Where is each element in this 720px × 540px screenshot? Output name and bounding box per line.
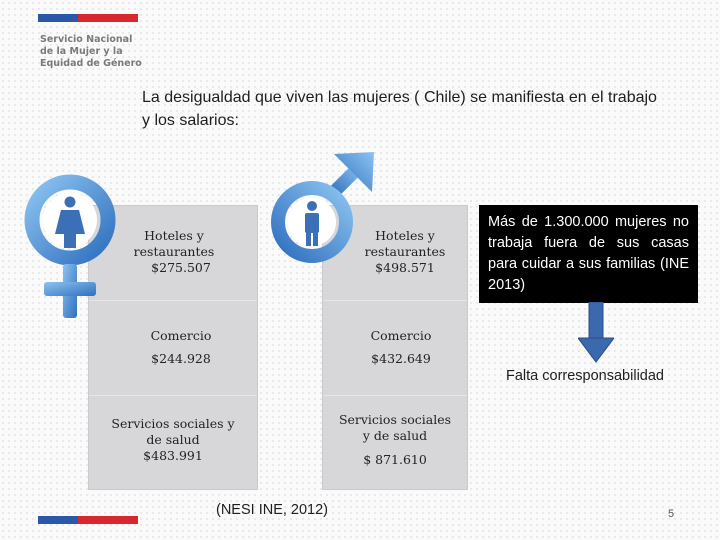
men-row-social xyxy=(323,412,467,468)
row-value: $483.991 xyxy=(143,448,203,463)
row-label: Comercio xyxy=(370,328,432,343)
row-value: $432.649 xyxy=(371,351,431,366)
panel-divider xyxy=(323,395,467,396)
org-line-2: de la Mujer y la xyxy=(40,46,123,57)
org-line-3: Equidad de Género xyxy=(40,58,142,69)
source-citation: (NESI INE, 2012) xyxy=(216,502,329,518)
conclusion-text: Falta corresponsabilidad xyxy=(506,368,664,384)
flag-bar-blue-segment xyxy=(38,14,78,22)
men-row-commerce xyxy=(323,328,467,367)
panel-divider xyxy=(89,395,257,396)
row-label: Comercio xyxy=(150,328,212,343)
flag-bar-red-segment xyxy=(78,14,138,22)
row-label: Servicios sociales y de salud xyxy=(111,416,235,447)
page-number: 5 xyxy=(668,508,675,520)
row-value: $ 871.610 xyxy=(363,452,427,467)
panel-divider xyxy=(323,300,467,301)
row-label: Hoteles y restaurantes xyxy=(133,228,215,259)
venus-symbol-icon xyxy=(20,168,120,328)
org-line-1: Servicio Nacional xyxy=(40,34,133,45)
flag-bar-top xyxy=(38,14,138,22)
row-value: $498.571 xyxy=(375,260,435,275)
unpaid-care-callout: Más de 1.300.000 mujeres no trabaja fuera de sus casas para cuidar a sus familias (INE 2013) xyxy=(479,205,698,303)
slide-headline: La desigualdad que viven las mujeres ( Chile) se manifiesta en el trabajo y los salarios: xyxy=(142,89,657,129)
flag-bar-red-segment xyxy=(78,516,138,524)
row-value: $244.928 xyxy=(151,351,211,366)
women-row-commerce xyxy=(89,328,257,367)
mars-symbol-icon xyxy=(268,148,378,268)
flag-bar-blue-segment xyxy=(38,516,78,524)
row-label: Hoteles y restaurantes xyxy=(364,228,446,259)
organization-logo-text xyxy=(40,34,142,70)
row-label: Servicios sociales y de salud xyxy=(338,412,452,443)
arrow-down-icon xyxy=(578,302,614,364)
row-value: $275.507 xyxy=(151,260,211,275)
women-row-social xyxy=(89,416,257,464)
flag-bar-bottom xyxy=(38,516,138,524)
